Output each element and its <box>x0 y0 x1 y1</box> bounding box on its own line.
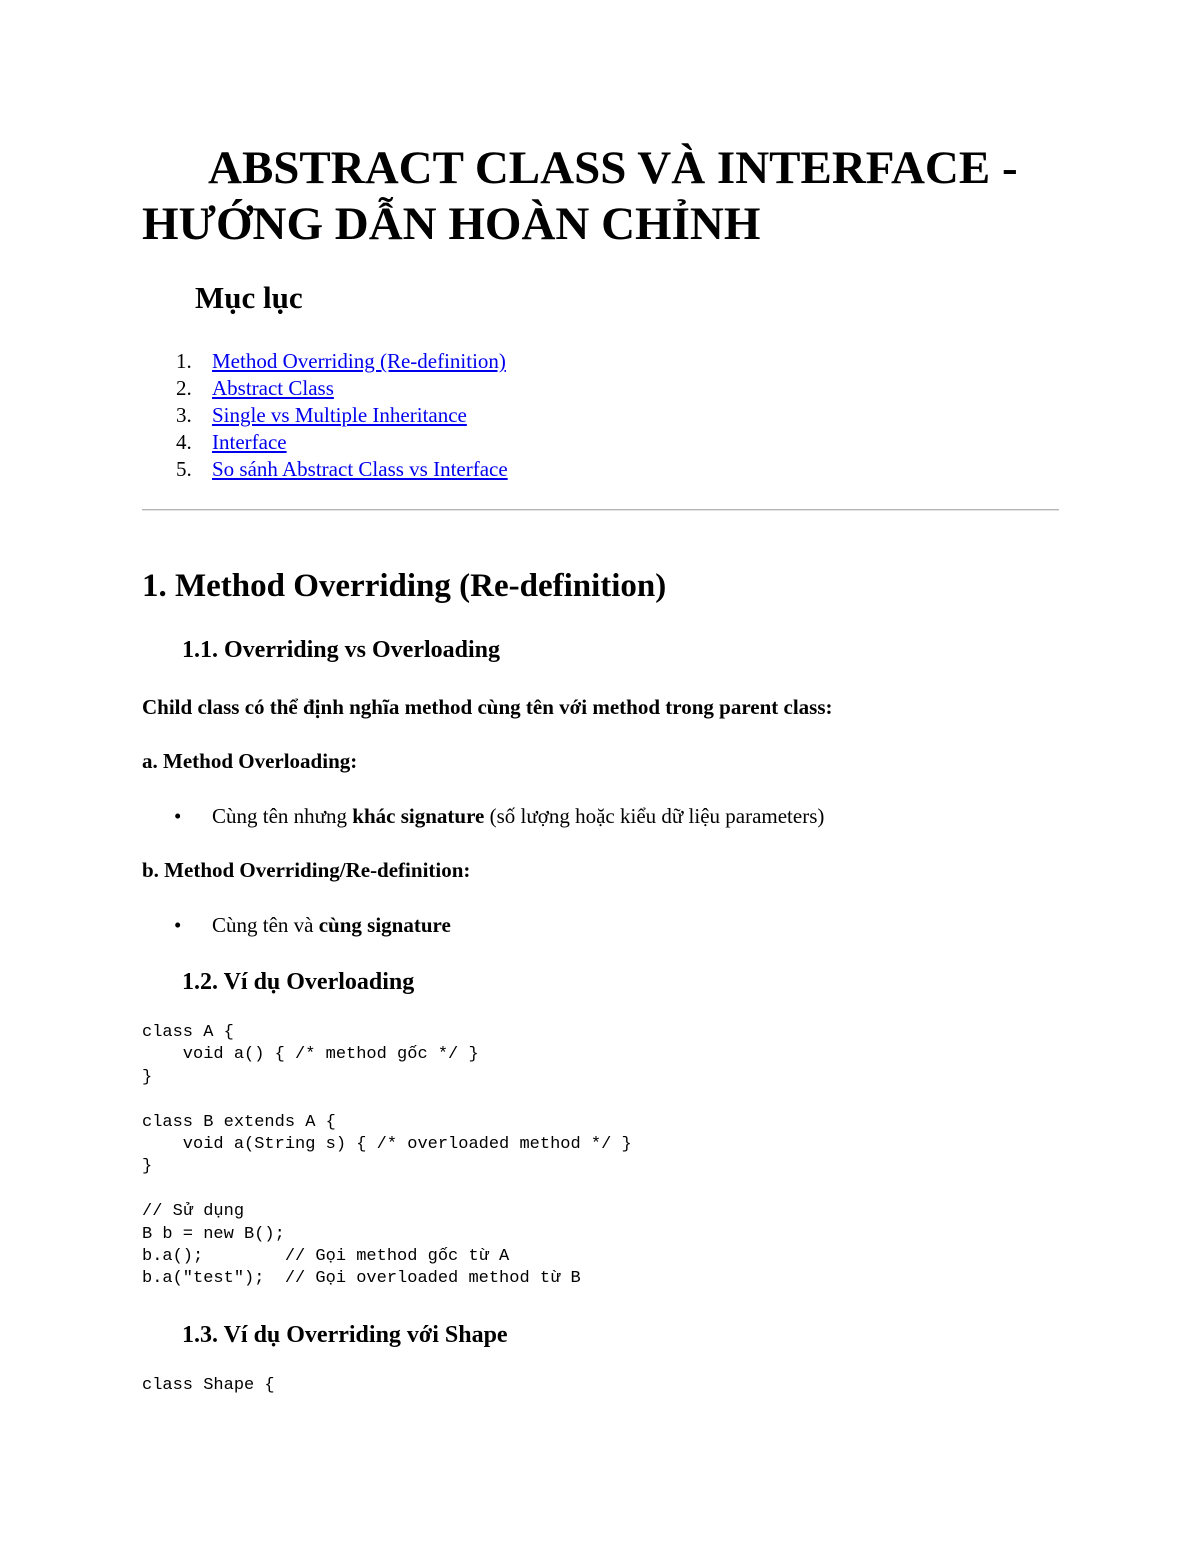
subsection-1-2-heading: 1.2. Ví dụ Overloading <box>182 969 415 995</box>
overriding-bullet-list <box>142 911 451 939</box>
toc-item-number: 1. <box>176 349 192 373</box>
toc-link-interface[interactable]: Interface <box>212 430 287 454</box>
subsection-1-3-heading: 1.3. Ví dụ Overriding với Shape <box>182 1322 508 1348</box>
toc-link-method-overriding[interactable]: Method Overriding (Re-definition) <box>212 349 506 373</box>
toc-item-number: 2. <box>176 376 192 400</box>
toc-item-2 <box>142 375 508 402</box>
toc-item-number: 3. <box>176 403 192 427</box>
emphasis-text: khác signature <box>352 804 485 828</box>
section-intro-text: Child class có thể định nghĩa method cùng tên với method trong parent class: <box>142 695 833 719</box>
code-block-overloading: class A { void a() { /* method gốc */ } } class B extends A { void a(String s) { /* overloaded method */ } } // Sử dụng B b = new B(); b.a(); // Gọi method gốc từ A b.a("test"); // Gọi overloaded method từ B <box>142 1023 632 1289</box>
document-title: ABSTRACT CLASS VÀ INTERFACE - HƯỚNG DẪN HOÀN CHỈNH <box>142 142 1018 250</box>
method-overloading-label: a. Method Overloading: <box>142 749 358 773</box>
method-overriding-label: b. Method Overriding/Re-definition: <box>142 858 471 882</box>
toc-item-5 <box>142 456 508 483</box>
horizontal-divider <box>142 509 1059 511</box>
toc-item-number: 4. <box>176 430 192 454</box>
table-of-contents <box>142 348 508 483</box>
toc-link-abstract-class[interactable]: Abstract Class <box>212 376 334 400</box>
document-page <box>142 0 1060 1553</box>
toc-item-4 <box>142 429 508 456</box>
subsection-1-1-heading: 1.1. Overriding vs Overloading <box>182 637 500 663</box>
toc-link-comparison[interactable]: So sánh Abstract Class vs Interface <box>212 457 508 481</box>
emphasis-text: cùng signature <box>318 913 451 937</box>
code-block-shape: class Shape { <box>142 1376 275 1395</box>
list-item: • Cùng tên nhưng khác signature (số lượng hoặc kiểu dữ liệu parameters) <box>142 802 824 830</box>
toc-link-inheritance[interactable]: Single vs Multiple Inheritance <box>212 403 467 427</box>
toc-item-1 <box>142 348 508 375</box>
toc-heading: Mục lục <box>195 280 303 315</box>
section-1-heading: 1. Method Overriding (Re-definition) <box>142 568 667 604</box>
overloading-bullet-list <box>142 802 824 830</box>
toc-item-number: 5. <box>176 457 192 481</box>
toc-item-3 <box>142 402 508 429</box>
list-item: • Cùng tên và cùng signature <box>142 911 451 939</box>
